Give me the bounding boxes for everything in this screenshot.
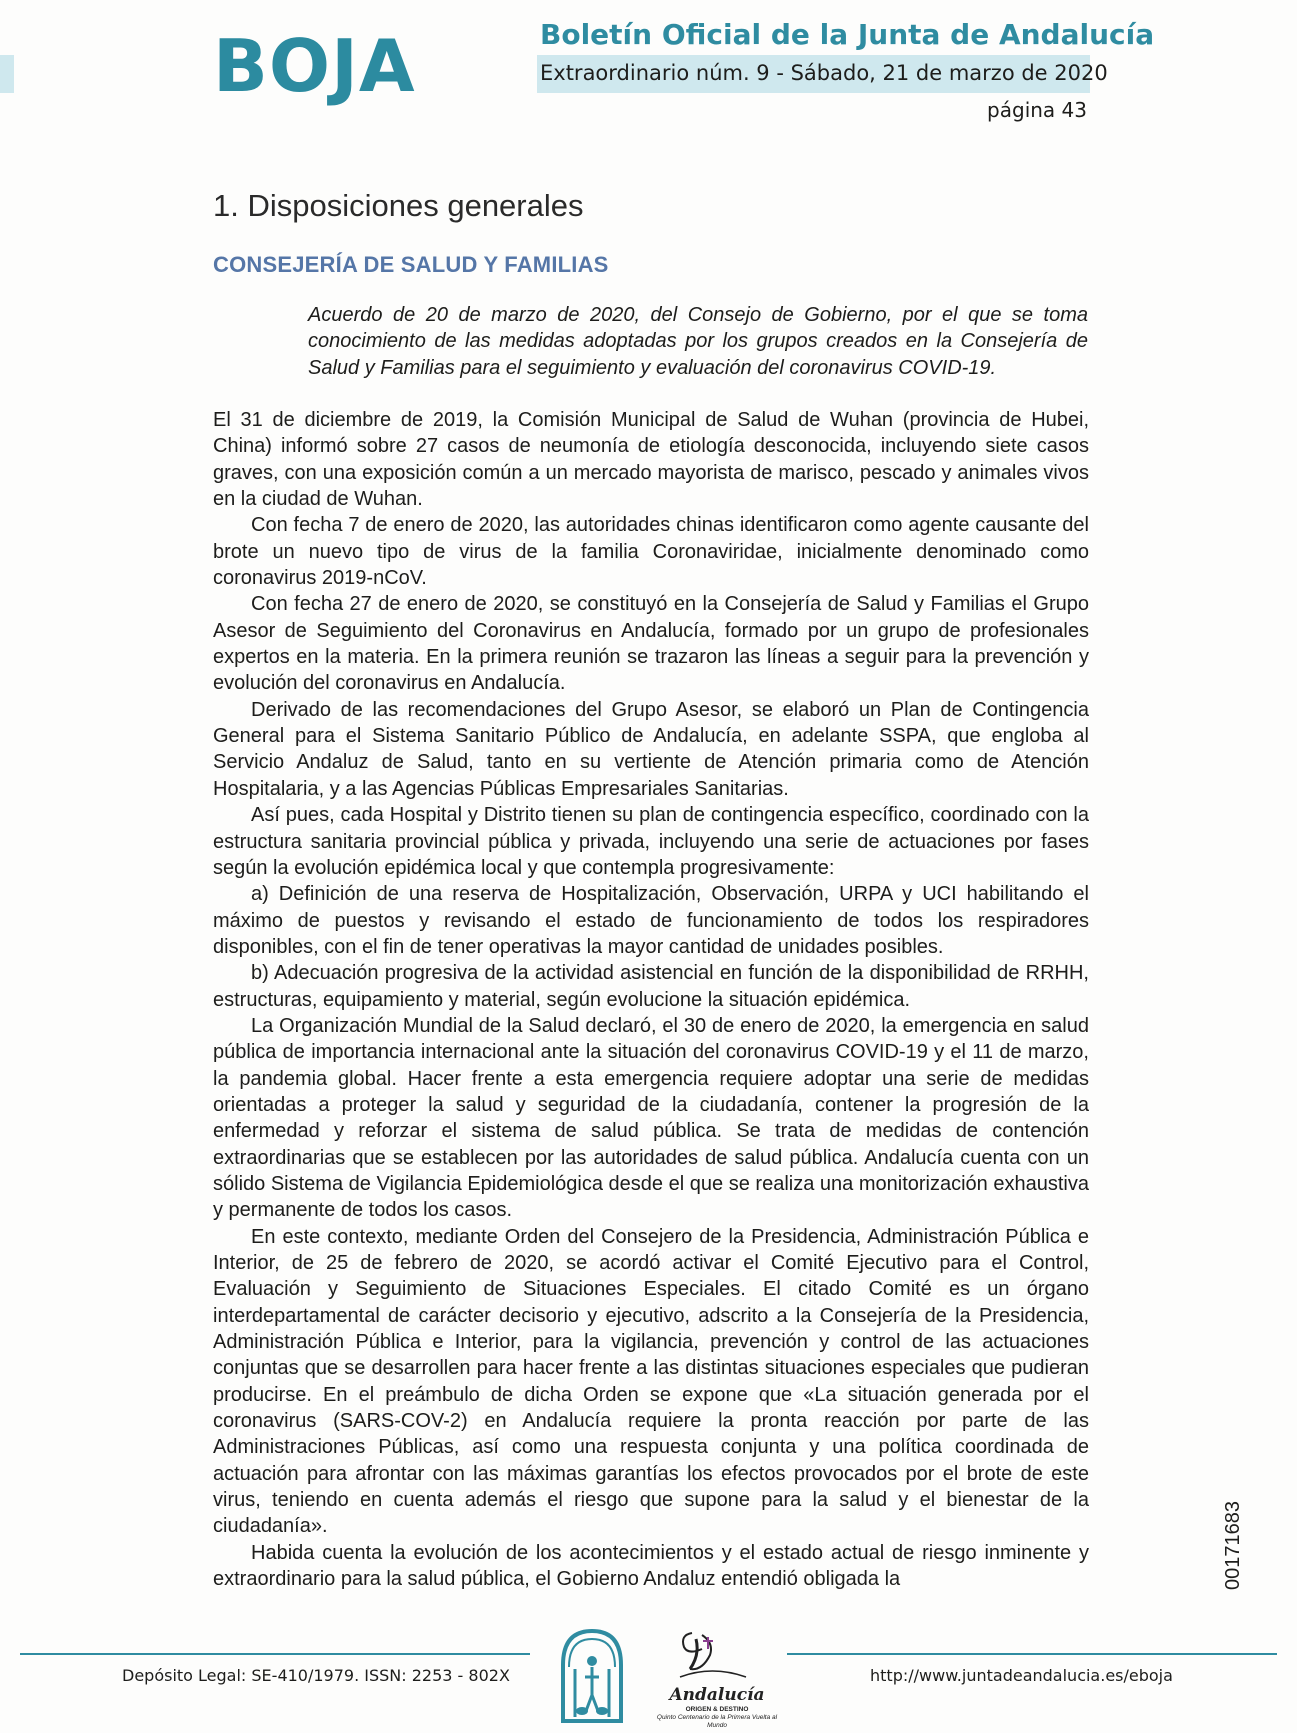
paragraph: Con fecha 7 de enero de 2020, las autoridades chinas identificaron como agente causante del brote un nuevo tipo de virus de la familia Coronaviridae, inicialmente denominado como coronavirus 2019-nCoV.	[213, 514, 1089, 590]
legal-deposit: Depósito Legal: SE-410/1979. ISSN: 2253 - 802X	[122, 1666, 510, 1685]
page-number: página 43	[987, 98, 1087, 122]
body-text	[213, 407, 1089, 1592]
andalucia-brand-word: Andalucía	[669, 1685, 765, 1705]
paragraph-list-item: a) Definición de una reserva de Hospitalización, Observación, URPA y UCI habilitando el máximo de puestos y revisando el estado de funcionamiento de todos los respiradores disponibles, con el fin de tener operativas la mayor cantidad de unidades posibles.	[213, 883, 1089, 958]
paragraph: Derivado de las recomendaciones del Grupo Asesor, se elaboró un Plan de Contingencia General para el Sistema Sanitario Público de Andalucía, en adelante SSPA, que engloba al Servicio Andaluz de Salud, tanto en su vertiente de Atención primaria como de Atención Hospitalaria, y a las Agencias Públicas Empresariales Sanitarias.	[213, 698, 1089, 800]
paragraph: El 31 de diciembre de 2019, la Comisión Municipal de Salud de Wuhan (provincia de Hubei, China) informó sobre 27 casos de neumonía de etiología desconocida, incluyendo siete casos graves, con una exposición común a un mercado mayorista de marisco, pescado y animales vivos en la ciudad de Wuhan.	[213, 409, 1089, 511]
boja-logo: BOJA	[213, 24, 416, 108]
section-title: 1. Disposiciones generales	[213, 188, 584, 223]
brand-sub-line: ORIGEN & DESTINO	[685, 1706, 749, 1713]
paragraph: La Organización Mundial de la Salud declaró, el 30 de enero de 2020, la emergencia en salud pública de importancia internacional ante la situación del coronavirus COVID-19 y el 11 de marzo, la pandemia global. Hacer frente a esta emergencia requiere adoptar una serie de medidas orientadas a proteger la salud y seguridad de la ciudadanía, contener la progresión de la enfermedad y reforzar el sistema de salud pública. Se trata de medidas de contención extraordinarias que se establecen por las autoridades de salud pública. Andalucía cuenta con un sólido Sistema de Vigilancia Epidemiológica desde el que se realiza una monitorización exhaustiva y permanente de todos los casos.	[213, 1014, 1089, 1222]
brand-sub-line: Quinto Centenario de la Primera Vuelta al Mundo	[656, 1714, 778, 1729]
document-code: 00171683	[1222, 1501, 1244, 1590]
publication-title: Boletín Oficial de la Junta de Andalucía	[540, 18, 1155, 51]
andalucia-coat-of-arms-icon	[557, 1625, 627, 1725]
paragraph: Así pues, cada Hospital y Distrito tienen su plan de contingencia específico, coordinado con la estructura sanitaria provincial pública y privada, incluyendo una serie de actuaciones por fases según la evolución epidémica local y que contempla progresivamente:	[213, 804, 1089, 879]
footer-url[interactable]: http://www.juntadeandalucia.es/eboja	[870, 1666, 1173, 1685]
issue-info: Extraordinario núm. 9 - Sábado, 21 de marzo de 2020	[540, 61, 1108, 85]
paragraph: Con fecha 27 de enero de 2020, se constituyó en la Consejería de Salud y Familias el Grupo Asesor de Seguimiento del Coronavirus en Andalucía, formado por un grupo de profesionales expertos en la materia. En la primera reunión se trazaron las líneas a seguir para la prevención y evolución del coronavirus en Andalucía.	[213, 593, 1089, 695]
header-band-left	[0, 55, 14, 93]
footer-rule-right	[787, 1653, 1277, 1655]
andalucia-brand-subtitle	[650, 1706, 784, 1730]
paragraph-list-item: b) Adecuación progresiva de la actividad asistencial en función de la disponibilidad de RRHH, estructuras, equipamiento y material, según evolucione la situación epidémica.	[213, 962, 1089, 1011]
footer-rule-left	[20, 1653, 530, 1655]
paragraph: Habida cuenta la evolución de los acontecimientos y el estado actual de riesgo inminente y extraordinario para la salud pública, el Gobierno Andaluz entendió obligada la	[213, 1541, 1089, 1591]
ministry-heading: CONSEJERÍA DE SALUD Y FAMILIAS	[213, 252, 609, 277]
agreement-summary: Acuerdo de 20 de marzo de 2020, del Consejo de Gobierno, por el que se toma conocimiento de las medidas adoptadas por los grupos creados en la Consejería de Salud y Familias para el seguimiento y evaluación del coronavirus COVID-19.	[308, 304, 1088, 379]
paragraph: En este contexto, mediante Orden del Consejero de la Presidencia, Administración Pública e Interior, de 25 de febrero de 2020, se acordó activar el Comité Ejecutivo para el Control, Evaluación y Seguimiento de Situaciones Especiales. El citado Comité es un órgano interdepartamental de carácter decisorio y ejecutivo, adscrito a la Consejería de la Presidencia, Administración Pública e Interior, para la vigilancia, prevención y control de las actuaciones conjuntas que se desarrollen para hacer frente a las distintas situaciones especiales que pudieran producirse. En el preámbulo de dicha Orden se expone que «La situación generada por el coronavirus (SARS-COV-2) en Andalucía requiere la pronta reacción por parte de las Administraciones Públicas, así como una respuesta conjunta y una política coordinada de actuación para afrontar con las máximas garantías los efectos provocados por el brote de este virus, teniendo en cuenta además el riesgo que supone para la salud y el bienestar de la ciudadanía».	[213, 1225, 1089, 1538]
